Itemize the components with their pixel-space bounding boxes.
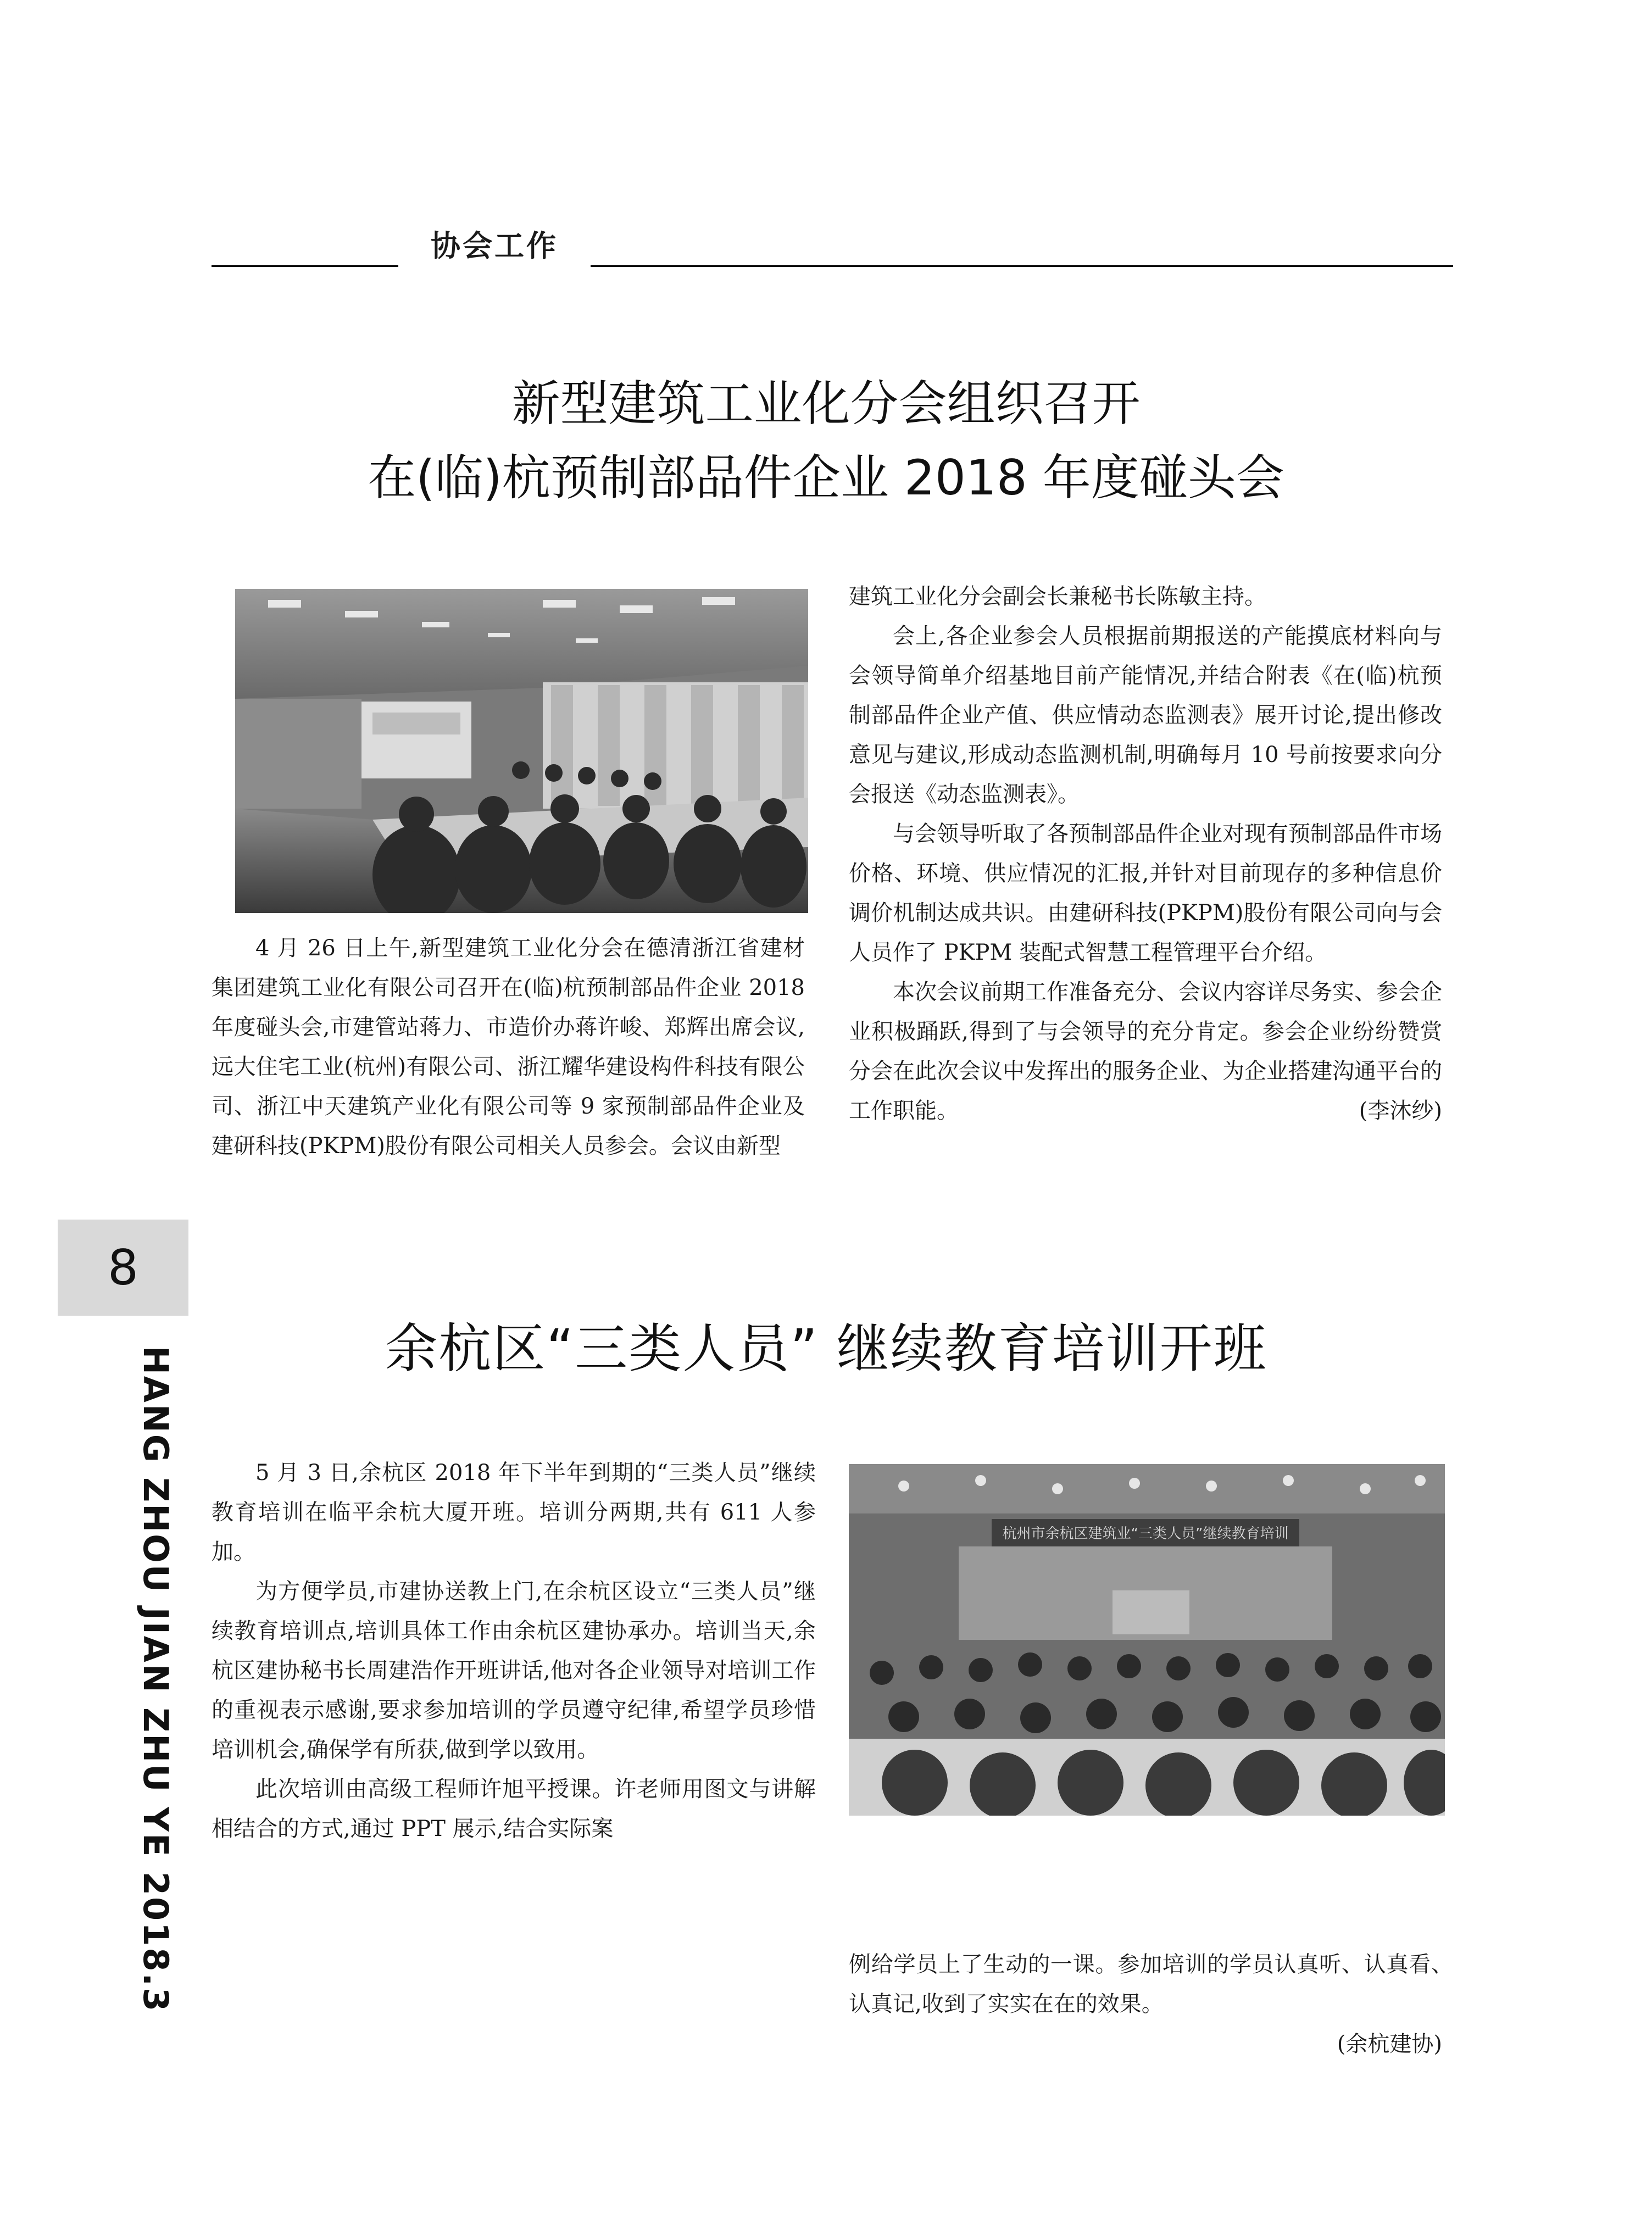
article1-title-line1: 新型建筑工业化分会组织召开 xyxy=(511,375,1141,432)
article1-paragraph: 4 月 26 日上午,新型建筑工业化分会在德清浙江省建材集团建筑工业化有限公司召开在(临)杭预制部品件企业 2018 年度碰头会,市建管站蒋力、市造价办蒋许峻、郑辉出席会议,远大住宅工业(杭州)有限公司、浙江耀华建设构件科技有限公司、浙江中天建筑产业化有限公司等 9 家预制部品件企业及建研科技(PKPM)股份有限公司相关人员参会。会议由新型 xyxy=(212,936,805,1159)
article1-credit: (李沐纱) xyxy=(1359,1098,1442,1123)
article1-paragraph: 会上,各企业参会人员根据前期报送的产能摸底材料向与会领导简单介绍基地目前产能情况,并结合附表《在(临)杭预制部品件企业产值、供应情动态监测表》展开讨论,提出修改意见与建议,形成动态监测机制,明确每月 10 号前按要求向分会报送《动态监测表》。 xyxy=(849,624,1442,807)
article1-paragraph: 与会领导听取了各预制部品件企业对现有预制部品件市场价格、环境、供应情况的汇报,并针对目前现存的多种信息价调价机制达成共识。由建研科技(PKPM)股份有限公司向与会人员作了 PKPM 装配式智慧工程管理平台介绍。 xyxy=(849,821,1442,965)
meeting-photo xyxy=(235,589,808,913)
training-photo xyxy=(849,1464,1445,1816)
journal-name-vertical: HANG ZHOU JIAN ZHU YE 2018.3 xyxy=(136,1346,176,2013)
training-banner-text: 杭州市余杭区建筑业“三类人员”继续教育培训 xyxy=(1002,1526,1289,1542)
article1-right-column xyxy=(849,577,1442,1131)
article2-paragraph: 例给学员上了生动的一课。参加培训的学员认真听、认真看、认真记,收到了实实在在的效果。 xyxy=(849,1952,1453,2017)
article2-paragraph: 5 月 3 日,余杭区 2018 年下半年到期的“三类人员”继续教育培训在临平余杭大厦开班。培训分两期,共有 611 人参加。 xyxy=(212,1460,816,1565)
article2-right-column xyxy=(849,1945,1453,2024)
page-number: 8 xyxy=(58,1220,188,1316)
section-label: 协会工作 xyxy=(431,229,558,263)
article2-paragraph: 为方便学员,市建协送教上门,在余杭区设立“三类人员”继续教育培训点,培训具体工作由余杭区建协承办。培训当天,余杭区建协秘书长周建浩作开班讲话,他对各企业领导对培训工作的重视表示感谢,要求参加培训的学员遵守纪律,希望学员珍惜培训机会,确保学有所获,做到学以致用。 xyxy=(212,1579,816,1762)
article2-credit: (余杭建协) xyxy=(1337,2032,1442,2057)
section-rule-right xyxy=(591,265,1453,267)
article1-left-column xyxy=(212,928,805,1166)
article1-title-line2: 在(临)杭预制部品件企业 2018 年度碰头会 xyxy=(368,449,1284,506)
article2-title: 余杭区“三类人员” 继续教育培训开班 xyxy=(385,1318,1267,1379)
article2-paragraph: 此次培训由高级工程师许旭平授课。许老师用图文与讲解相结合的方式,通过 PPT 展示,结合实际案 xyxy=(212,1777,816,1841)
article1-paragraph: 建筑工业化分会副会长兼秘书长陈敏主持。 xyxy=(849,584,1266,609)
article1-paragraph: 本次会议前期工作准备充分、会议内容详尽务实、参会企业积极踊跃,得到了与会领导的充分肯定。参会企业纷纷赞赏分会在此次会议中发挥出的服务企业、为企业搭建沟通平台的工作职能。 xyxy=(849,980,1442,1123)
article2-left-column xyxy=(212,1453,816,1849)
section-rule-left xyxy=(212,265,398,267)
